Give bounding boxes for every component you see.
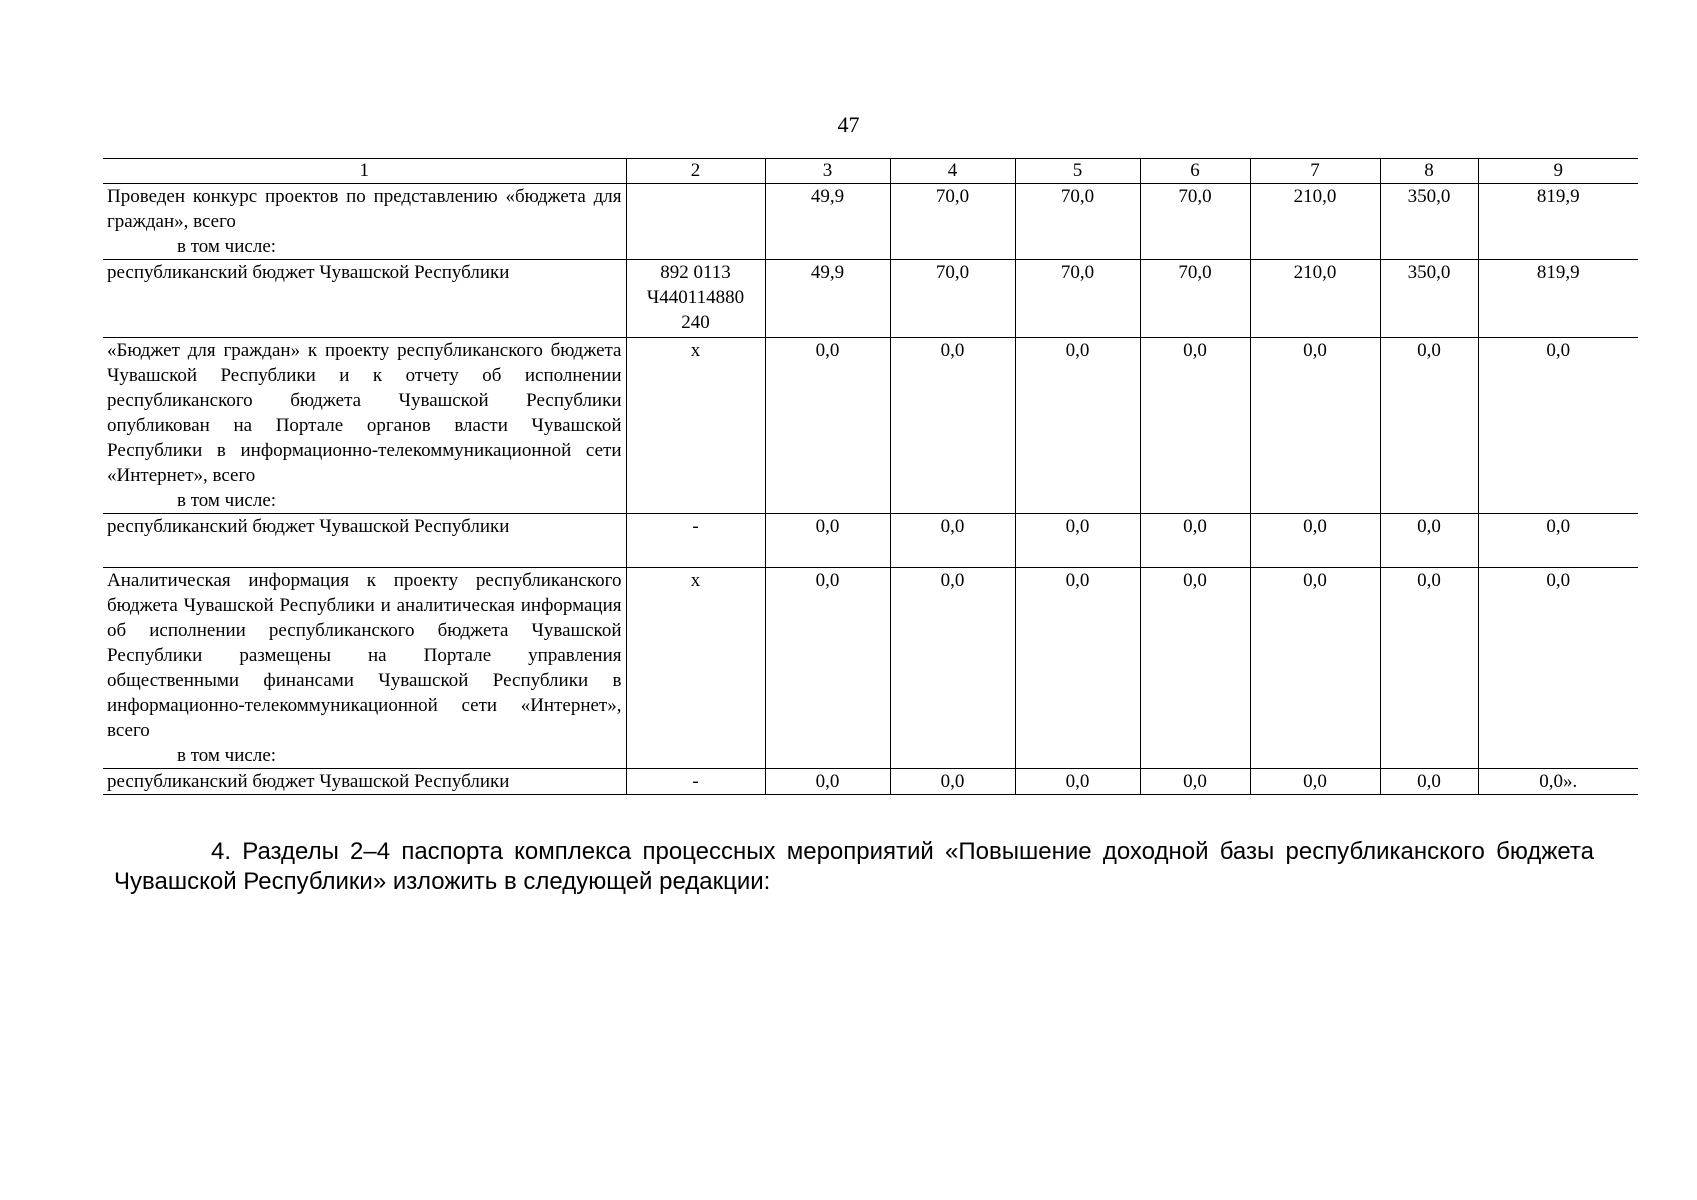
row-value: 350,0 (1380, 184, 1478, 260)
row-value: 0,0 (1250, 568, 1380, 769)
row-value: 0,0 (765, 338, 890, 514)
row-value: 0,0 (765, 769, 890, 795)
row-name-cell (103, 338, 626, 514)
row-name: республиканский бюджет Чувашской Республики (107, 771, 510, 792)
row-name-cell (103, 514, 626, 568)
row-value: 0,0 (1140, 338, 1250, 514)
row-value: 0,0 (1380, 568, 1478, 769)
table-row (103, 338, 1638, 514)
row-value: 0,0 (1140, 769, 1250, 795)
row-subtitle: в том числе: (177, 490, 277, 511)
row-name-cell (103, 769, 626, 795)
row-value: 49,9 (765, 184, 890, 260)
row-subtitle: в том числе: (177, 236, 277, 257)
row-value: 0,0 (1140, 568, 1250, 769)
column-header: 5 (1015, 159, 1140, 184)
column-header: 7 (1250, 159, 1380, 184)
body-paragraph (114, 837, 1594, 897)
row-value: 210,0 (1250, 260, 1380, 338)
row-name: «Бюджет для граждан» к проекту республиканского бюджета Чувашской Республики и к отчету об исполнении республиканского бюджета Чувашской Республики опубликован на Портале органов власти Чувашской Республики в информационно-телекоммуникационной сети «Интернет», всего (107, 340, 622, 486)
row-value: 0,0 (765, 514, 890, 568)
table-row (103, 184, 1638, 260)
table-row (103, 514, 1638, 568)
column-header: 1 (103, 159, 626, 184)
row-code: x (626, 568, 765, 769)
row-value: 0,0». (1478, 769, 1638, 795)
row-value: 0,0 (1250, 514, 1380, 568)
page-number: 47 (837, 112, 860, 137)
row-code: x (626, 338, 765, 514)
row-value: 0,0 (1380, 338, 1478, 514)
row-value: 0,0 (890, 769, 1015, 795)
row-subtitle: в том числе: (177, 745, 277, 766)
row-value: 0,0 (1478, 568, 1638, 769)
row-value: 0,0 (890, 568, 1015, 769)
row-value: 0,0 (1015, 514, 1140, 568)
row-name-cell (103, 184, 626, 260)
column-header: 6 (1140, 159, 1250, 184)
table-row (103, 568, 1638, 769)
row-value: 0,0 (1380, 514, 1478, 568)
row-value: 70,0 (890, 260, 1015, 338)
column-header: 9 (1478, 159, 1638, 184)
row-value: 70,0 (1015, 184, 1140, 260)
row-name: республиканский бюджет Чувашской Республики (107, 262, 510, 283)
row-value: 210,0 (1250, 184, 1380, 260)
row-value: 0,0 (890, 514, 1015, 568)
budget-table (103, 158, 1638, 795)
row-code: - (626, 769, 765, 795)
row-value: 350,0 (1380, 260, 1478, 338)
row-name-cell (103, 568, 626, 769)
table-row (103, 769, 1638, 795)
row-value: 0,0 (1015, 769, 1140, 795)
row-value: 0,0 (765, 568, 890, 769)
row-name-cell (103, 260, 626, 338)
row-name: Проведен конкурс проектов по представлению «бюджета для граждан», всего (107, 186, 622, 232)
row-value: 70,0 (1140, 260, 1250, 338)
paragraph-text: 4. Разделы 2–4 паспорта комплекса процессных мероприятий «Повышение доходной базы республиканского бюджета Чувашской Республики» изложить в следующей редакции: (114, 838, 1594, 895)
row-value: 70,0 (1015, 260, 1140, 338)
row-value: 70,0 (1140, 184, 1250, 260)
row-name: Аналитическая информация к проекту республиканского бюджета Чувашской Республики и аналитическая информация об исполнении республиканского бюджета Чувашской Республики размещены на Портале управления общественными финансами Чувашской Республики в информационно-телекоммуникационной сети «Интернет», всего (107, 570, 622, 741)
row-value: 70,0 (890, 184, 1015, 260)
row-value: 49,9 (765, 260, 890, 338)
row-value: 0,0 (1250, 338, 1380, 514)
row-value: 0,0 (1478, 338, 1638, 514)
table-header-row (103, 159, 1638, 184)
column-header: 3 (765, 159, 890, 184)
row-value: 0,0 (1015, 338, 1140, 514)
row-value: 0,0 (890, 338, 1015, 514)
row-code: 892 0113 Ч440114880 240 (626, 260, 765, 338)
table-row (103, 260, 1638, 338)
row-value: 0,0 (1250, 769, 1380, 795)
column-header: 4 (890, 159, 1015, 184)
row-value: 0,0 (1140, 514, 1250, 568)
row-value: 0,0 (1015, 568, 1140, 769)
row-value: 0,0 (1380, 769, 1478, 795)
row-code: - (626, 514, 765, 568)
row-name: республиканский бюджет Чувашской Республики (107, 516, 510, 537)
column-header: 2 (626, 159, 765, 184)
column-header: 8 (1380, 159, 1478, 184)
row-code (626, 184, 765, 260)
row-value: 819,9 (1478, 184, 1638, 260)
row-value: 0,0 (1478, 514, 1638, 568)
row-value: 819,9 (1478, 260, 1638, 338)
